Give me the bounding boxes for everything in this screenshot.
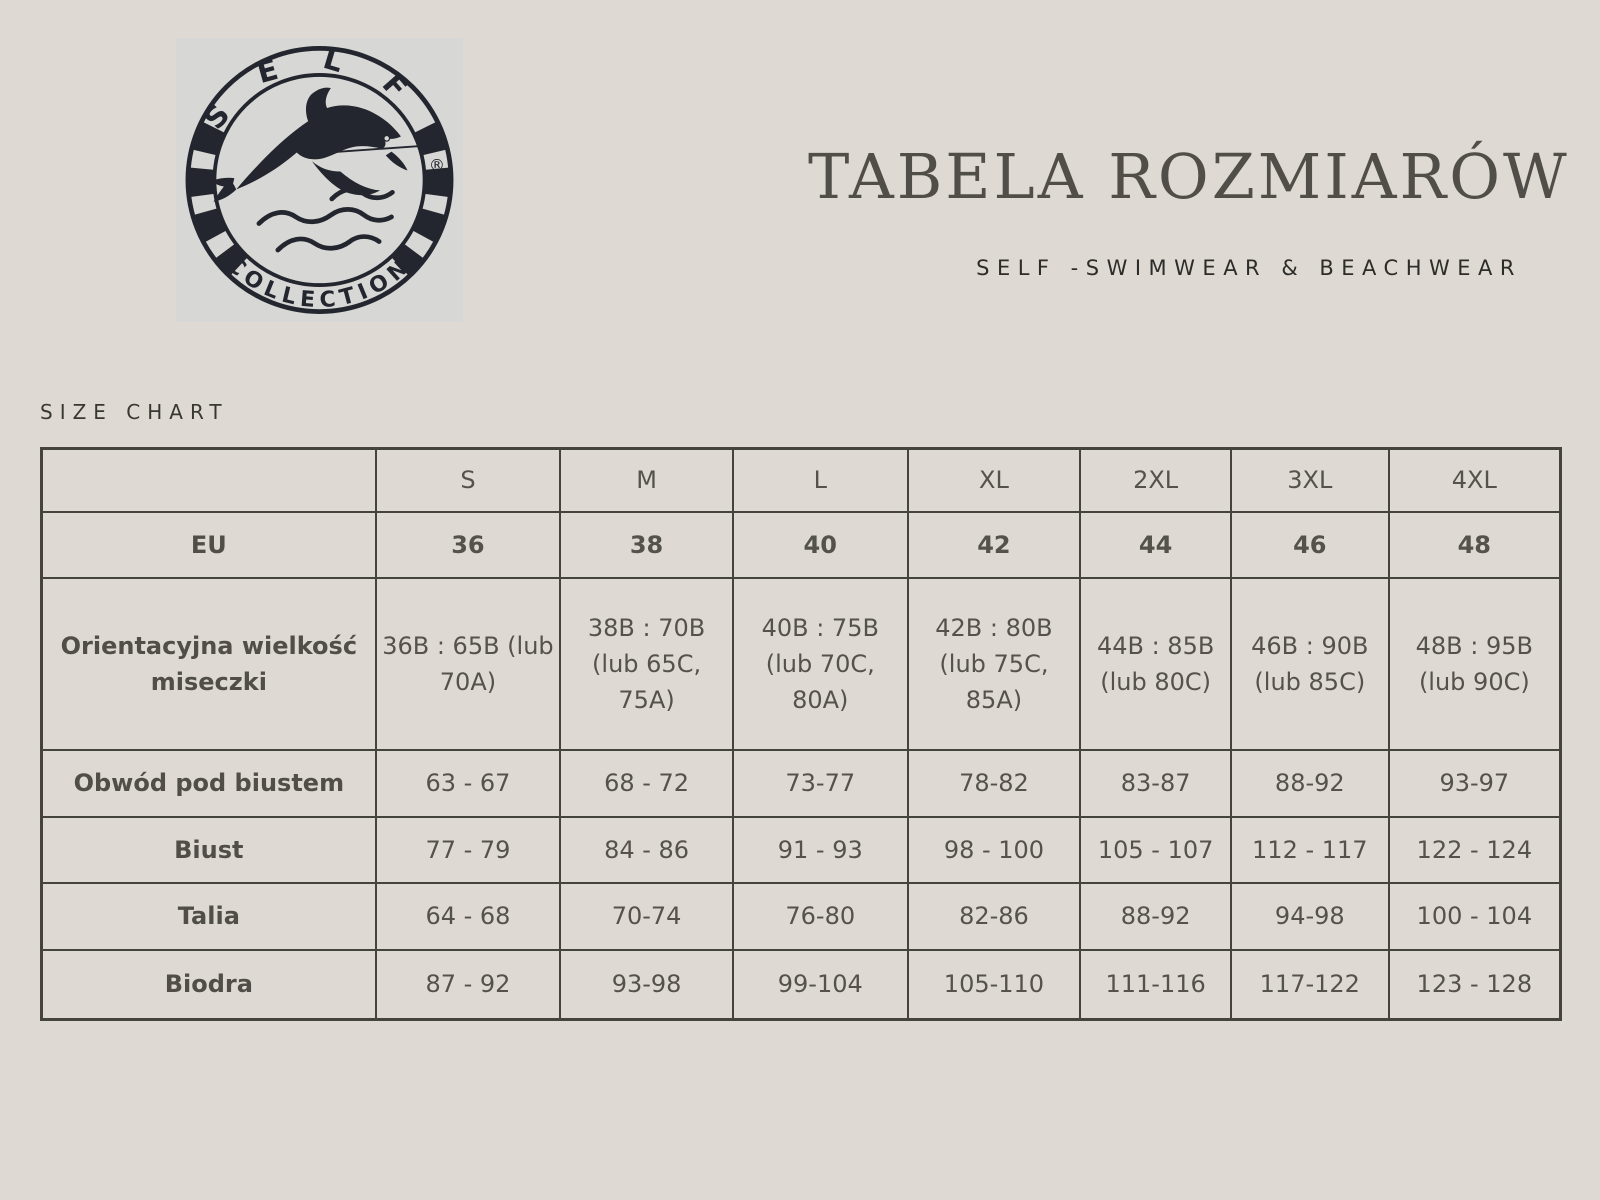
measurement-cell: 93-97 bbox=[1389, 750, 1561, 817]
measurement-cell: 117-122 bbox=[1231, 950, 1389, 1020]
size-column-header: 2XL bbox=[1080, 449, 1231, 512]
measurement-cell: 91 - 93 bbox=[733, 817, 908, 883]
size-column-header: XL bbox=[908, 449, 1081, 512]
size-column-header: 3XL bbox=[1231, 449, 1389, 512]
measurement-cell: 122 - 124 bbox=[1389, 817, 1561, 883]
measurement-cell: 98 - 100 bbox=[908, 817, 1081, 883]
measurement-cell: 82-86 bbox=[908, 883, 1081, 950]
size-column-header: 4XL bbox=[1389, 449, 1561, 512]
table-row bbox=[42, 817, 1561, 883]
measurement-cell: 36 bbox=[376, 512, 561, 578]
size-table bbox=[40, 447, 1562, 1021]
page-subtitle: SELF -SWIMWEAR & BEACHWEAR bbox=[976, 256, 1522, 280]
section-label: SIZE CHART bbox=[40, 400, 229, 424]
measurement-cell: 76-80 bbox=[733, 883, 908, 950]
size-table-body bbox=[42, 512, 1561, 1020]
registered-trademark-icon: ® bbox=[428, 155, 445, 175]
measurement-cell: 38 bbox=[560, 512, 733, 578]
measurement-cell: 68 - 72 bbox=[560, 750, 733, 817]
measurement-cell: 73-77 bbox=[733, 750, 908, 817]
measurement-cell: 44B : 85B (lub 80C) bbox=[1080, 578, 1231, 750]
size-column-header: S bbox=[376, 449, 561, 512]
waves-icon bbox=[259, 189, 392, 250]
measurement-cell: 36B : 65B (lub 70A) bbox=[376, 578, 561, 750]
size-column-header: M bbox=[560, 449, 733, 512]
measurement-cell: 88-92 bbox=[1231, 750, 1389, 817]
measurement-cell: 111-116 bbox=[1080, 950, 1231, 1020]
measurement-cell: 63 - 67 bbox=[376, 750, 561, 817]
size-header-row bbox=[42, 449, 1561, 512]
page-title: TABELA ROZMIARÓW bbox=[808, 140, 1570, 213]
measurement-cell: 40B : 75B (lub 70C, 80A) bbox=[733, 578, 908, 750]
measurement-cell: 100 - 104 bbox=[1389, 883, 1561, 950]
measurement-cell: 123 - 128 bbox=[1389, 950, 1561, 1020]
logo-area bbox=[176, 38, 463, 322]
corner-cell bbox=[42, 449, 376, 512]
measurement-cell: 84 - 86 bbox=[560, 817, 733, 883]
measurement-cell: 99-104 bbox=[733, 950, 908, 1020]
measurement-cell: 46B : 90B (lub 85C) bbox=[1231, 578, 1389, 750]
measurement-cell: 48B : 95B (lub 90C) bbox=[1389, 578, 1561, 750]
logo-brand-bottom-text: COLLECTION bbox=[221, 252, 418, 314]
row-label: EU bbox=[42, 512, 376, 578]
measurement-cell: 78-82 bbox=[908, 750, 1081, 817]
row-label: Biust bbox=[42, 817, 376, 883]
measurement-cell: 46 bbox=[1231, 512, 1389, 578]
measurement-cell: 93-98 bbox=[560, 950, 733, 1020]
measurement-cell: 88-92 bbox=[1080, 883, 1231, 950]
measurement-cell: 44 bbox=[1080, 512, 1231, 578]
row-label: Talia bbox=[42, 883, 376, 950]
measurement-cell: 105 - 107 bbox=[1080, 817, 1231, 883]
measurement-cell: 38B : 70B (lub 65C, 75A) bbox=[560, 578, 733, 750]
table-row bbox=[42, 512, 1561, 578]
table-row bbox=[42, 750, 1561, 817]
measurement-cell: 105-110 bbox=[908, 950, 1081, 1020]
measurement-cell: 48 bbox=[1389, 512, 1561, 578]
logo-brand-top-text: SELF bbox=[197, 40, 442, 136]
table-row bbox=[42, 950, 1561, 1020]
row-label: Orientacyjna wielkość miseczki bbox=[42, 578, 376, 750]
measurement-cell: 64 - 68 bbox=[376, 883, 561, 950]
brand-logo-icon bbox=[176, 38, 463, 322]
row-label: Obwód pod biustem bbox=[42, 750, 376, 817]
size-column-header: L bbox=[733, 449, 908, 512]
measurement-cell: 83-87 bbox=[1080, 750, 1231, 817]
measurement-cell: 94-98 bbox=[1231, 883, 1389, 950]
measurement-cell: 40 bbox=[733, 512, 908, 578]
measurement-cell: 42 bbox=[908, 512, 1081, 578]
measurement-cell: 42B : 80B (lub 75C, 85A) bbox=[908, 578, 1081, 750]
measurement-cell: 87 - 92 bbox=[376, 950, 561, 1020]
measurement-cell: 112 - 117 bbox=[1231, 817, 1389, 883]
size-table-head bbox=[42, 449, 1561, 512]
measurement-cell: 77 - 79 bbox=[376, 817, 561, 883]
row-label: Biodra bbox=[42, 950, 376, 1020]
table-row bbox=[42, 578, 1561, 750]
table-row bbox=[42, 883, 1561, 950]
measurement-cell: 70-74 bbox=[560, 883, 733, 950]
